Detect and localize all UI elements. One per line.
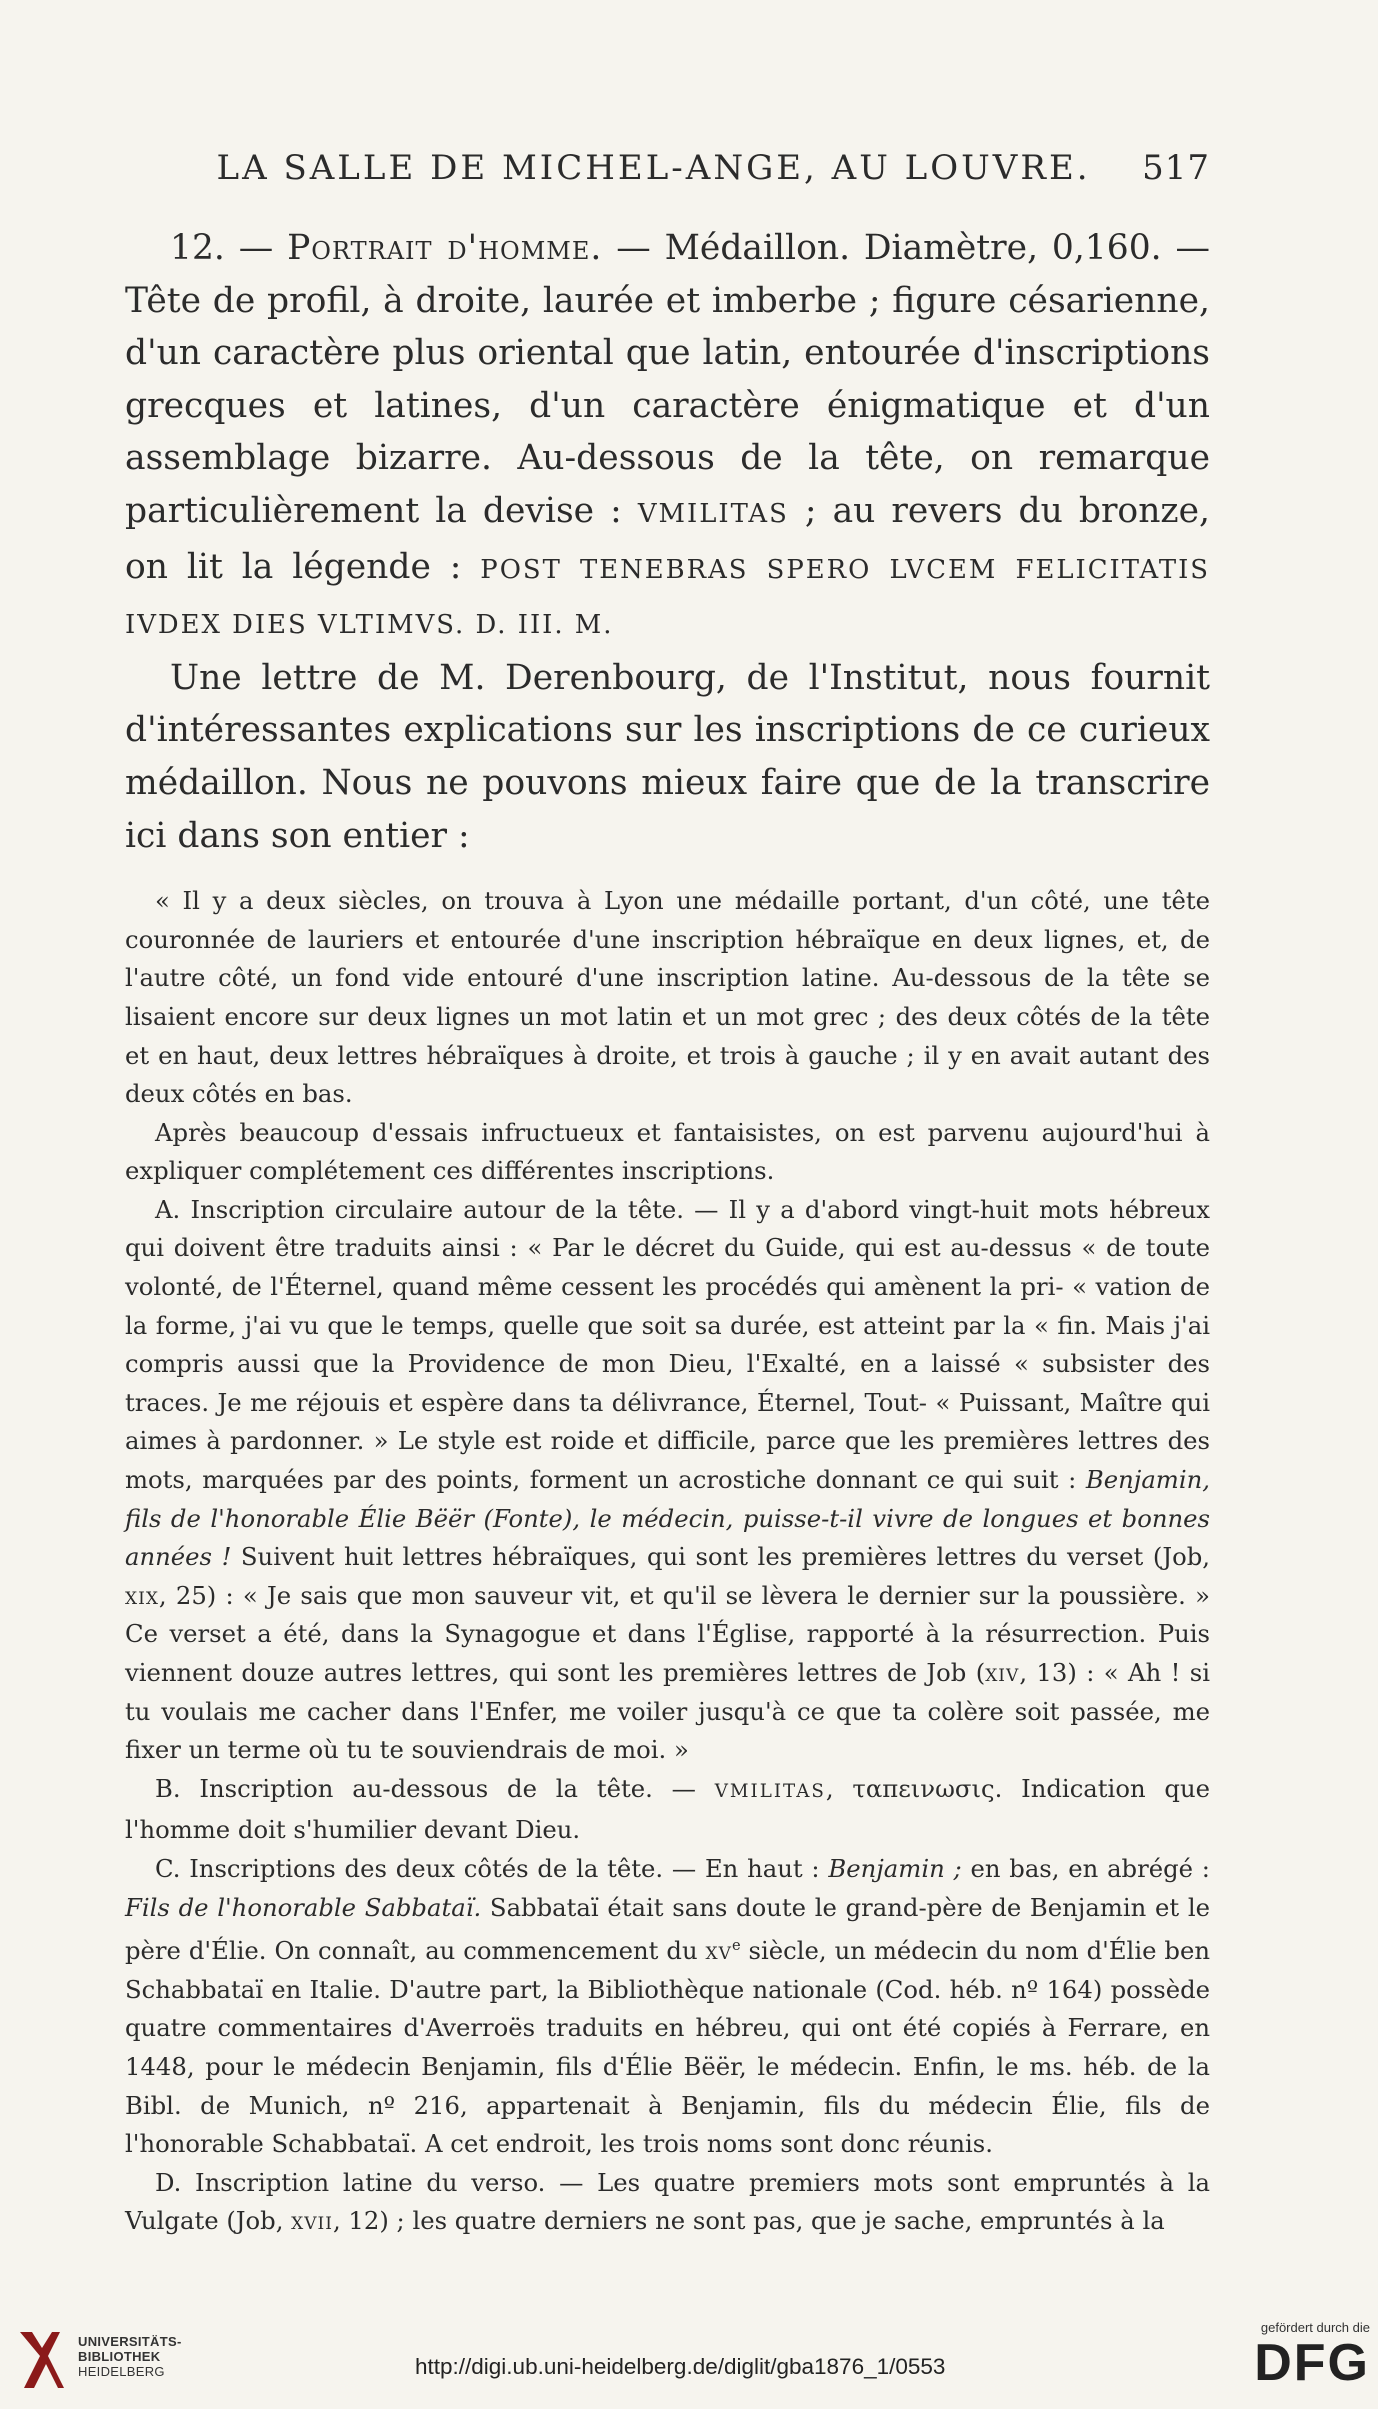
para-a-text-4: , 13) : « Ah ! si tu voulais me cacher dans l'Enfer, me voiler jusqu'à ce que ta colère soit passée, me fixer un terme où tu te souviendrais de moi. »: [125, 1658, 1210, 1765]
job-chapter-xix: xix: [125, 1580, 159, 1610]
page-number: 517: [1142, 148, 1210, 188]
running-header: [125, 148, 1210, 188]
permalink-url[interactable]: http://digi.ub.uni-heidelberg.de/diglit/gba1876_1/0553: [415, 2354, 946, 2379]
heidelberg-seal-icon: [14, 2326, 66, 2396]
page-body: [125, 222, 1210, 2241]
entry-12-paragraph: [125, 222, 1210, 652]
dfg-logo-icon: DFG: [1254, 2334, 1370, 2392]
quote-paragraph-d: [125, 2164, 1210, 2241]
para-b-text-1: B. Inscription au-dessous de la tête. —: [155, 1773, 715, 1803]
quote-paragraph-2: Après beaucoup d'essais infructueux et fantaisistes, on est parvenu aujourd'hui à expliquer complétement ces différentes inscriptions.: [125, 1117, 1210, 1186]
para-c-text-3: Sabbataï était sans doute le grand-père de Benjamin et le père d'Élie. On connaît, au commencement du: [125, 1892, 1211, 1966]
para-a-text-2: Suivent huit lettres hébraïques, qui sont les premières lettres du verset (Job,: [231, 1542, 1210, 1572]
para-c-text-1: C. Inscriptions des deux côtés de la tête. — En haut :: [155, 1853, 829, 1883]
century-suffix: e: [731, 1937, 741, 1955]
quote-paragraph-b: [125, 1770, 1210, 1850]
quoted-letter: [125, 882, 1210, 2241]
dfg-funding-logo: [1225, 2320, 1370, 2405]
entry-text-1: — Médaillon. Diamètre, 0,160. — Tête de profil, à droite, laurée et imberbe ; figure césarienne, d'un caractère plus oriental que latin, entourée d'inscriptions grecques et latines, d'un caractère énigmatique et d'un assemblage bizarre. Au-dessous de la tête, on remarque particulièrement la devise :: [125, 228, 1210, 531]
para-b-text-2: , ταπεινωσις. Indication que l'homme doit s'humilier devant Dieu.: [125, 1773, 1210, 1845]
para-d-text-2: , 12) ; les quatre derniers ne sont pas, que je sache, empruntés à la: [332, 2206, 1165, 2236]
entry-text-2: ; au revers du bronze, on lit la légende :: [125, 490, 1210, 587]
para-d-text-1: D. Inscription latine du verso. — Les quatre premiers mots sont empruntés à la Vulgate (Job,: [125, 2167, 1210, 2236]
benjamin-italic: Benjamin ;: [828, 1853, 962, 1883]
dfg-caption: gefördert durch die: [1260, 2320, 1370, 2335]
century-xv: xv: [705, 1936, 732, 1966]
para-c-text-4: siècle, un médecin du nom d'Élie ben Schabbataï en Italie. D'autre part, la Bibliothèque nationale (Cod. héb. nº 164) possède quatre commentaires d'Averroës traduits en hébreu, qui ont été copiés à Ferrare, en 1448, pour le médecin Benjamin, fils d'Élie Bëër, le médecin. Enfin, le ms. héb. de la Bibl. de Munich, nº 216, appartenait à Benjamin, fils du médecin Élie, fils de l'honorable Schabbataï. A cet endroit, les trois noms sont donc réunis.: [125, 1936, 1211, 2159]
para-c-text-2: en bas, en abrégé :: [961, 1853, 1210, 1883]
ub-line-3: HEIDELBERG: [78, 2364, 165, 2379]
para-a-text-1: A. Inscription circulaire autour de la tête. — Il y a d'abord vingt-huit mots hébreux qui doivent être traduits ainsi : « Par le décret du Guide, qui est au-dessus « de toute volonté, de l'Éternel, quand même cessent les procédés qui amènent la pri- « vation de la forme, j'ai vu que le temps, quelle que soit sa durée, est atteint par la « fin. Mais j'ai compris aussi que la Providence de mon Dieu, l'Exalté, en a laissé « subsister des traces. Je me réjouis et espère dans ta délivrance, Éternel, Tout- « Puissant, Maître qui aimes à pardonner. » Le style est roide et difficile, parce que les premières lettres des mots, marquées par des points, forment un acrostiche donnant ce qui suit :: [125, 1194, 1210, 1495]
acrostic-text: Benjamin, fils de l'honorable Élie Bëër (Fonte), le médecin, puisse-t-il vivre de longues et bonnes années !: [125, 1465, 1210, 1572]
vmilitas-word: VMILITAS: [714, 1780, 826, 1802]
university-library-logo: [14, 2326, 182, 2396]
legende-text: POST TENEBRAS SPERO LVCEM FELICITATIS IVDEX DIES VLTIMVS. D. III. M.: [125, 554, 1210, 641]
quote-paragraph-1: « Il y a deux siècles, on trouva à Lyon une médaille portant, d'un côté, une tête couronnée de lauriers et entourée d'une inscription hébraïque en deux lignes, et, de l'autre côté, un fond vide entouré d'une inscription latine. Au-dessous de la tête se lisaient encore sur deux lignes un mot latin et un mot grec ; des deux côtés de la tête et en haut, deux lettres hébraïques à droite, et trois à gauche ; il y en avait autant des deux côtés en bas.: [125, 886, 1210, 1109]
digitization-footer: [0, 2320, 1378, 2409]
ub-line-2: BIBLIOTHEK: [78, 2349, 161, 2364]
devise-text: VMILITAS: [637, 498, 789, 529]
ub-line-1: UNIVERSITÄTS-: [78, 2334, 182, 2349]
running-title: LA SALLE DE MICHEL-ANGE, AU LOUVRE.: [216, 148, 1091, 188]
entry-title: Portrait d'homme.: [287, 228, 603, 268]
quote-paragraph-c: [125, 1850, 1210, 2164]
quote-paragraph-a: [125, 1191, 1210, 1770]
ub-name: [78, 2334, 182, 2379]
para-a-text-3: , 25) : « Je sais que mon sauveur vit, et qu'il se lèvera le dernier sur la poussière. » Ce verset a été, dans la Synagogue et dans l'Église, rapporté à la résurrection. Puis viennent douze autres lettres, qui sont les premières lettres de Job (: [125, 1580, 1210, 1687]
job-chapter-xvii: xvii: [291, 2206, 333, 2236]
entry-number: 12. —: [170, 228, 288, 268]
job-chapter-xiv: xiv: [985, 1658, 1020, 1687]
intro-paragraph: Une lettre de M. Derenbourg, de l'Institut, nous fournit d'intéressantes explications sur les inscriptions de ce curieux médaillon. Nous ne pouvons mieux faire que de la transcrire ici dans son entier :: [125, 657, 1210, 856]
sabbatai-italic: Fils de l'honorable Sabbataï.: [125, 1892, 482, 1922]
